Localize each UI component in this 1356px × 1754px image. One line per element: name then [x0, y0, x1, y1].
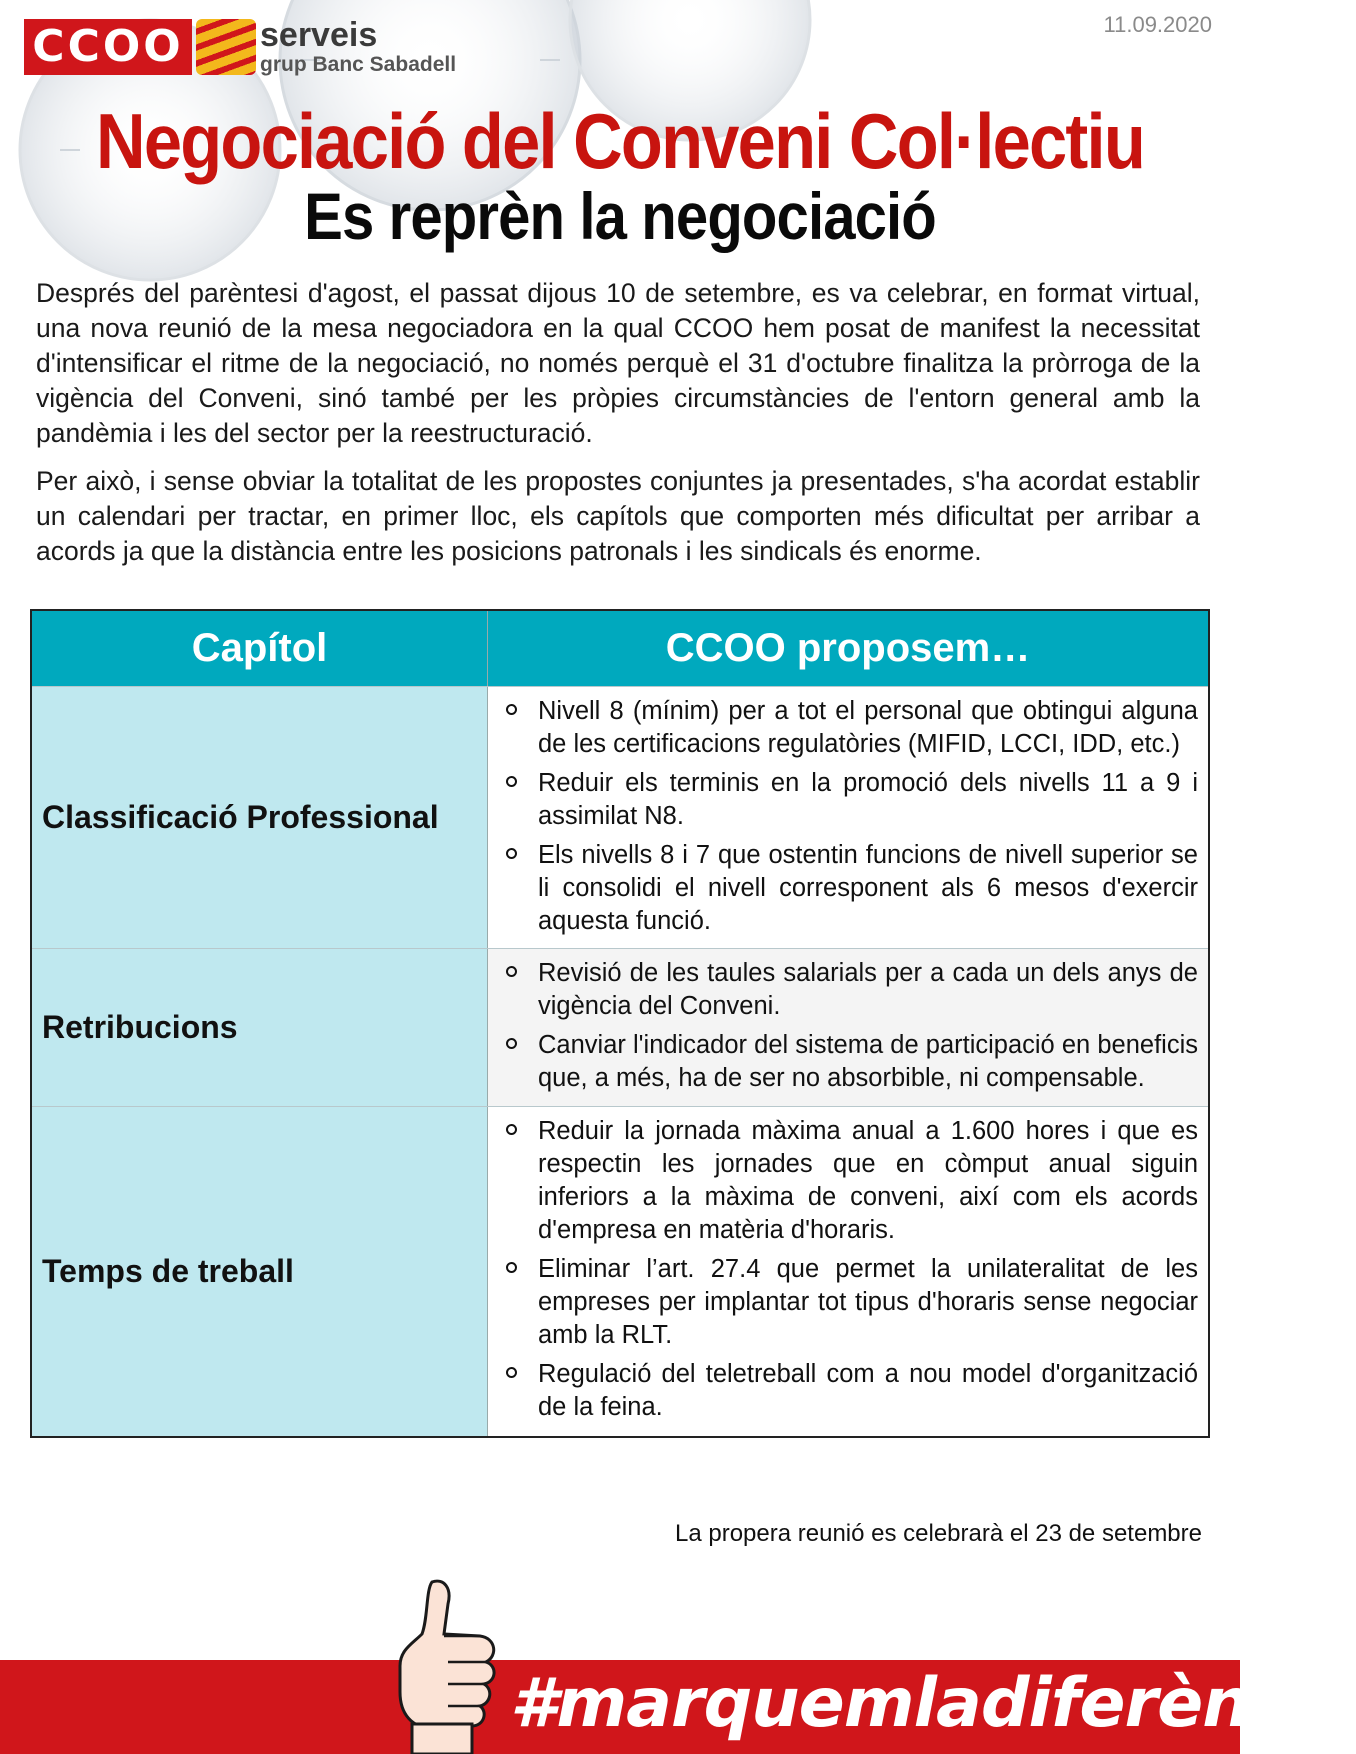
ccoo-logo-mark: CCOO — [24, 19, 192, 75]
proposal-item — [498, 1115, 1198, 1247]
catalan-flag-icon — [196, 19, 256, 75]
bullet-circle-icon — [506, 848, 517, 859]
proposal-text: Revisió de les taules salarials per a cada un dels anys de vigència del Conveni. — [538, 959, 1198, 1020]
proposal-item — [498, 767, 1198, 833]
table-row — [32, 686, 1208, 948]
logo-text — [260, 18, 456, 75]
table-row — [32, 948, 1208, 1106]
proposal-item — [498, 1029, 1198, 1095]
proposal-text: Els nivells 8 i 7 que ostentin funcions de nivell superior se li consolidi el nivell corresponent als 6 mesos d'exercir aquesta funció. — [538, 841, 1198, 935]
proposal-text: Eliminar l’art. 27.4 que permet la unilateralitat de les empreses per implantar tot tipus d'horaris sense negociar amb la RLT. — [538, 1255, 1198, 1349]
proposals-cell — [488, 949, 1208, 1106]
proposal-item — [498, 957, 1198, 1023]
proposal-item — [498, 1358, 1198, 1424]
intro-paragraph: Per això, i sense obviar la totalitat de les propostes conjuntes ja presentades, s'ha acordat establir un calendari per tractar, en primer lloc, els capítols que comporten més dificultat per arribar a acords ja que la distància entre les posicions patronals i les sindicals és enorme. — [36, 466, 1200, 566]
bullet-circle-icon — [506, 1038, 517, 1049]
bullet-circle-icon — [506, 966, 517, 977]
header-chapter: Capítol — [32, 611, 488, 686]
proposal-text: Regulació del teletreball com a nou model d'organització de la feina. — [538, 1360, 1198, 1421]
proposals-cell — [488, 687, 1208, 948]
intro-text — [36, 276, 1200, 582]
hashtag-slogan: #marquemladiferència — [510, 1664, 1356, 1743]
thumbs-up-icon — [392, 1574, 504, 1754]
logo-line-grup: grup Banc Sabadell — [260, 53, 457, 76]
intro-paragraph: Després del parèntesi d'agost, el passat dijous 10 de setembre, es va celebrar, en format virtual, una nova reunió de la mesa negociadora en la qual CCOO hem posat de manifest la necessitat d'intensificar el ritme de la negociació, no només perquè el 31 d'octubre finalitza la pròrroga de la vigència del Conveni, sinó també per les pròpies circumstàncies de l'entorn general amb la pandèmia i les del sector per la reestructuració. — [36, 278, 1200, 448]
document-date: 11.09.2020 — [1103, 12, 1212, 37]
proposal-text: Nivell 8 (mínim) per a tot el personal que obtingui alguna de les certificacions regulatòries (MIFID, LCCI, IDD, etc.) — [538, 697, 1198, 758]
bullet-circle-icon — [506, 1367, 517, 1378]
proposals-cell — [488, 1107, 1208, 1436]
page-subtitle: Es reprèn la negociació — [304, 179, 936, 253]
proposals-table — [30, 609, 1210, 1438]
chapter-cell: Retribucions — [32, 949, 488, 1106]
proposal-item — [498, 695, 1198, 761]
proposal-item — [498, 839, 1198, 938]
proposal-text: Reduir la jornada màxima anual a 1.600 hores i que es respectin les jornades que en còmput anual siguin inferiors a la màxima de conveni, així com els acords d'empresa en matèria d'horaris. — [538, 1117, 1198, 1244]
ccoo-logo — [24, 18, 456, 75]
bullet-circle-icon — [506, 1124, 517, 1135]
bullet-circle-icon — [506, 1262, 517, 1273]
table-header-row — [32, 611, 1208, 686]
proposal-text: Canviar l'indicador del sistema de participació en beneficis que, a més, ha de ser no absorbible, ni compensable. — [538, 1031, 1198, 1092]
page-title: Negociació del Conveni Col·lectiu — [96, 97, 1144, 185]
table-row — [32, 1106, 1208, 1436]
proposal-text: Reduir els terminis en la promoció dels nivells 11 a 9 i assimilat N8. — [538, 769, 1198, 830]
bullet-circle-icon — [506, 704, 517, 715]
next-meeting-note: La propera reunió es celebrarà el 23 de setembre — [675, 1520, 1202, 1547]
header-proposals: CCOO proposem… — [665, 626, 1031, 670]
chapter-cell: Temps de treball — [32, 1107, 488, 1436]
chapter-cell: Classificació Professional — [32, 687, 488, 948]
bullet-circle-icon — [506, 776, 517, 787]
logo-line-serveis: serveis — [260, 16, 378, 54]
proposal-item — [498, 1253, 1198, 1352]
